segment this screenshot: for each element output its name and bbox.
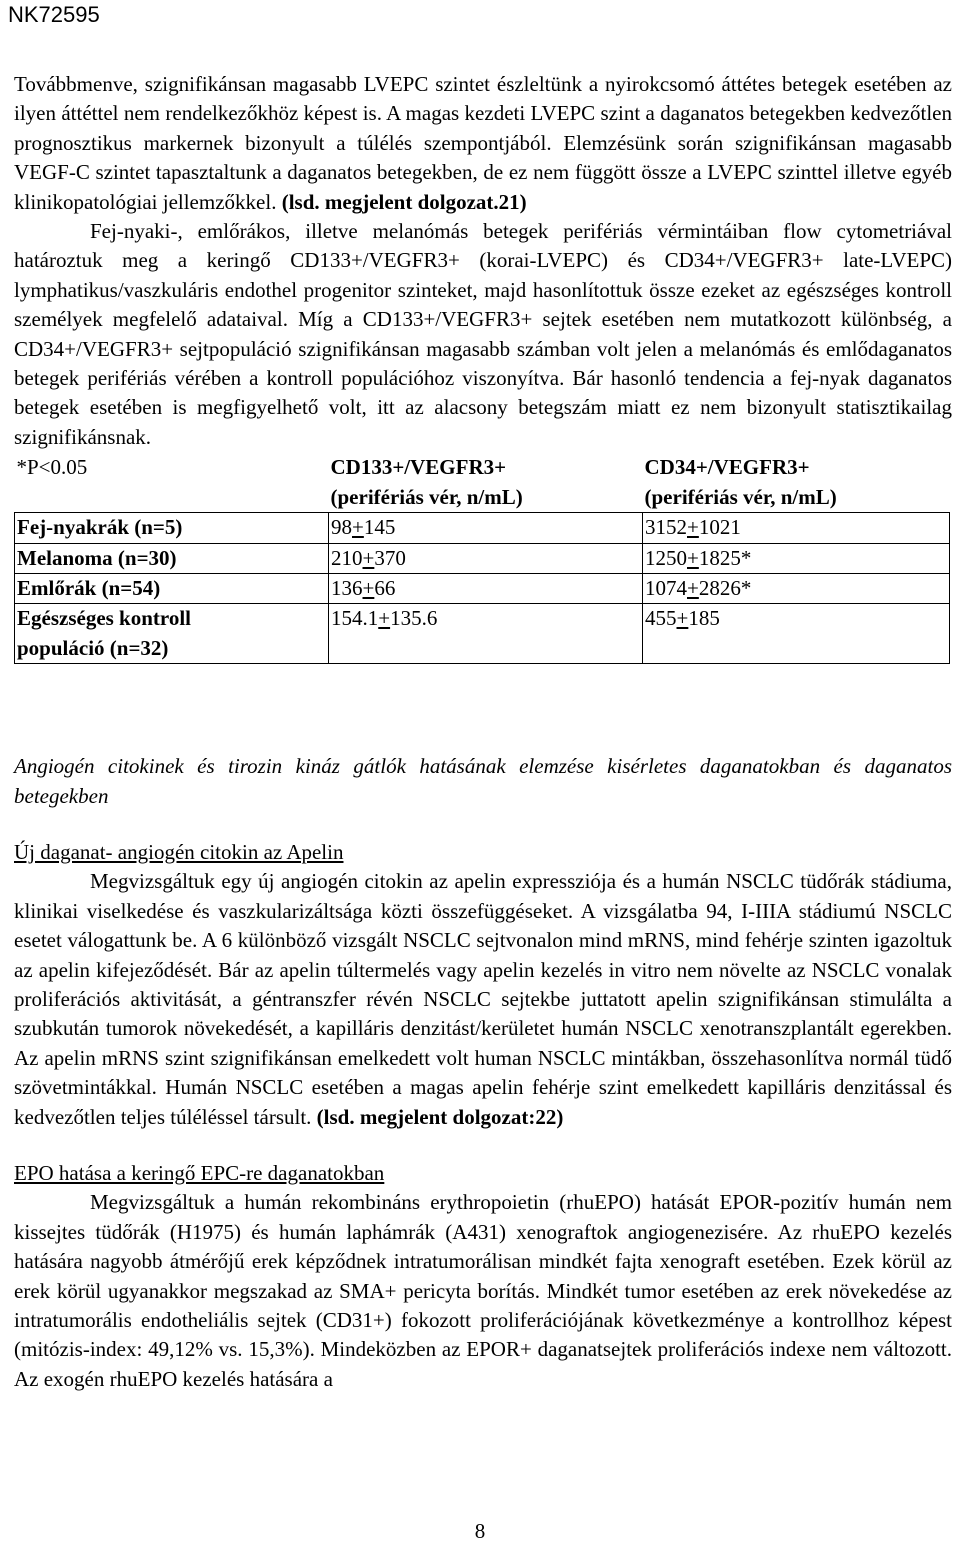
table-column-header: CD133+/VEGFR3+ (perifériás vér, n/mL) <box>329 453 643 512</box>
cell-cd34: 1250+1825* <box>643 543 950 573</box>
paragraph-text: Megvizsgáltuk egy új angiogén citokin az apelin expressziója és a humán NSCLC tüdőrák stádiuma, klinikai viselkedése és vaszkularizáltsága közti összefüggéseket. A vizsgálatba 94, I-IIIA stádiumú NSCLC esetet válogattunk be. A 6 különböző vizsgált NSCLC sejtvonalon mind mRNS, mind fehérje szinten igazoltuk az apelin kifejeződését. Bár az apelin túltermelés vagy apelin kezelés in vitro nem növelte az NSCLC vonalak proliferációs aktivitását, a géntranszfer révén NSCLC sejtekbe juttatott apelin szignifikánsan stimulálta a szubkután tumorok növekedését, a kapilláris denzitást/kerületet humán NSCLC xenotranszplantált egerekben. Az apelin mRNS szint szignifikánsan emelkedett volt human NSCLC mintákban, összehasonlítva normál tüdő szövetmintákkal. Humán NSCLC esetében a magas apelin fehérje szint emelkedett kapilláris denzitással és kedvezőtlen teljes túléléssel társult. <box>14 869 952 1129</box>
document-body <box>14 70 952 1394</box>
section-title-apelin: Új daganat- angiogén citokin az Apelin <box>14 839 344 864</box>
reference-citation: (lsd. megjelent dolgozat.21) <box>281 189 527 214</box>
row-label: Fej-nyakrák (n=5) <box>15 513 329 543</box>
paragraph-text: Továbbmenve, szignifikánsan magasabb LVEPC szintet észleltünk a nyirokcsomó áttétes betegek esetében az ilyen áttéttel nem rendelkezőkhöz képest is. A magas kezdeti LVEPC szint a daganatos betegekben kedvezőtlen prognosztikus markernek bizonyult a túlélés szempontjából. Elemzésünk során szignifikánsan magasabb VEGF-C szintet tapasztaltunk a daganatos betegekben, de ez nem függött össze a LVEPC szinttel illetve egyéb klinikopatológiai jellemzőkkel. <box>14 72 952 214</box>
table-header-row <box>15 453 950 512</box>
reference-citation: (lsd. megjelent dolgozat:22) <box>316 1104 564 1129</box>
row-label: Melanoma (n=30) <box>15 543 329 573</box>
cell-cd133: 136+66 <box>329 573 643 603</box>
cell-cd133: 154.1+135.6 <box>329 604 643 664</box>
table-row <box>15 573 950 603</box>
paragraph-apelin <box>14 867 952 1132</box>
cell-cd133: 210+370 <box>329 543 643 573</box>
row-label: Emlőrák (n=54) <box>15 573 329 603</box>
cell-cd133: 98+145 <box>329 513 643 543</box>
paragraph-epo: Megvizsgáltuk a humán rekombináns erythropoietin (rhuEPO) hatását EPOR-pozitív humán nem kissejtes tüdőrák (H1975) és humán laphámrák (A431) xenograftok angiogenezisére. Az rhuEPO kezelés hatására nagyobb átmérőjű erek képződnek intratumorálisan mindkét fajta xenograft esetében. Ezek körül az erek körül ugyanakkor megszakad az SMA+ pericyta borítás. Mindkét tumor esetében az erek növekedése az intratumorális endotheliális sejtek (CD31+) fokozott proliferációjának következménye a kontrollhoz képest (mitózis-index: 49,12% vs. 15,3%). Mindeközben az EPOR+ daganatsejtek proliferációs indexe nem változott. Az exogén rhuEPO kezelés hatására a <box>14 1190 952 1391</box>
paragraph-lvepc-results <box>14 70 952 217</box>
document-id: NK72595 <box>8 2 100 27</box>
table-corner-note: *P<0.05 <box>15 453 329 512</box>
page-number: 8 <box>474 1519 486 1543</box>
table-row <box>15 513 950 543</box>
section-title-epo: EPO hatása a keringő EPC-re daganatokban <box>14 1161 385 1185</box>
table-column-header: CD34+/VEGFR3+ (perifériás vér, n/mL) <box>643 453 950 512</box>
paragraph-flow-cytometry: Fej-nyaki-, emlőrákos, illetve melanómás betegek perifériás vérmintáiban flow cytometriával határoztuk meg a keringő CD133+/VEGFR3+ (korai-LVEPC) és CD34+/VEGFR3+ late-LVEPC) lymphatikus/vaszkuláris endothel progenitor szinteket, majd hasonlítottuk össze ezeket az egészséges kontroll személyek megfelelő adataival. Míg a CD133+/VEGFR3+ sejtek esetében nem mutatkozott különbség, a CD34+/VEGFR3+ sejtpopuláció szignifikánsan magasabb számban volt jelen a melanómás és emlődaganatos betegek perifériás vérében a kontroll populációhoz viszonyítva. Bár hasonló tendencia a fej-nyak daganatos betegek esetében is megfigyelhető volt, itt az alacsony betegszám miatt ez nem bizonyult statisztikailag szignifikánsnak. <box>14 219 952 449</box>
row-label: Egészséges kontroll populáció (n=32) <box>15 604 329 664</box>
cell-cd34: 1074+2826* <box>643 573 950 603</box>
cell-cd34: 455+185 <box>643 604 950 664</box>
section-title-angiogenic-cytokines: Angiogén citokinek és tirozin kináz gátlók hatásának elemzése kisérletes daganatokban és daganatos betegekben <box>14 754 952 808</box>
table-row <box>15 543 950 573</box>
cell-cd34: 3152+1021 <box>643 513 950 543</box>
results-table <box>14 453 950 664</box>
table-row <box>15 604 950 664</box>
